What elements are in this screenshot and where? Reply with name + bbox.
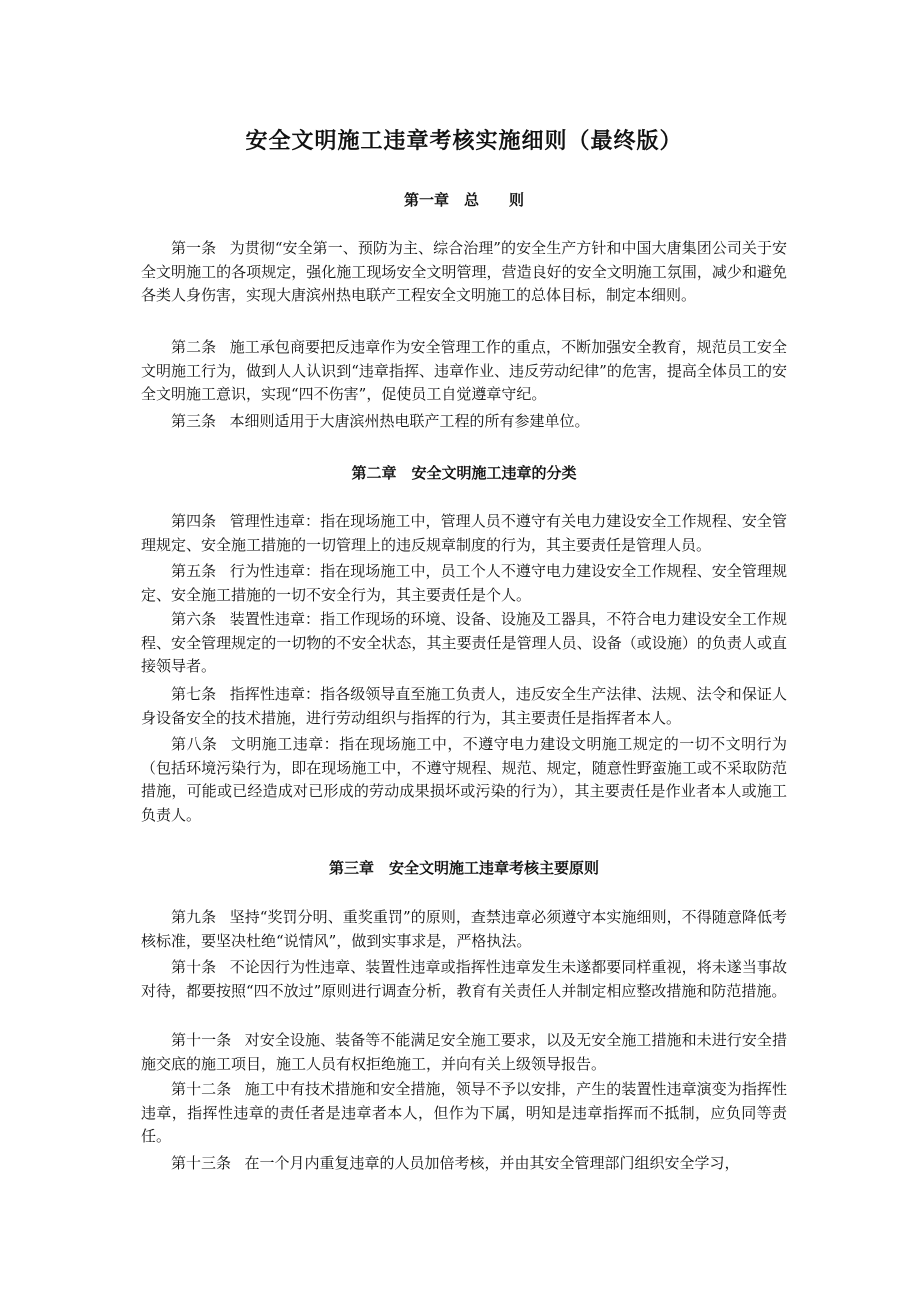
chapter-heading: 第三章 安全文明施工违章考核主要原则	[328, 859, 599, 877]
article-text: 施工承包商要把反违章作为安全管理工作的重点，不断加强安全教育，规范员工安全文明施工行为，做到人人认识到“违章指挥、违章作业、违反劳动纪律”的危害，提高全体员工的安全文明施工意识，实现“四不伤害”，促使员工自觉遵章守纪。	[141, 338, 787, 404]
article-number: 第一条	[171, 239, 217, 257]
article-paragraph	[141, 733, 787, 828]
article-number: 第十条	[171, 958, 217, 976]
article-paragraph	[141, 336, 787, 407]
article-text: 坚持“奖罚分明、重奖重罚”的原则，查禁违章必须遵守本实施细则，不得随意降低考核标准，要坚决杜绝“说情风”，做到实事求是，严格执法。	[141, 908, 787, 950]
article-paragraph	[141, 956, 787, 1003]
article-text: 装置性违章：指工作现场的环境、设备、设施及工器具，不符合电力建设安全工作规程、安全管理规定的一切物的不安全状态，其主要责任是管理人员、设备（或设施）的负责人或直接领导者。	[141, 610, 787, 676]
chapter-heading: 第二章 安全文明施工违章的分类	[351, 464, 577, 482]
article-number: 第五条	[171, 562, 217, 580]
article-paragraph	[141, 608, 787, 679]
article-text: 在一个月内重复违章的人员加倍考核，并由其安全管理部门组织安全学习，	[244, 1154, 740, 1172]
article-number: 第四条	[171, 512, 217, 530]
article-paragraph	[141, 560, 787, 607]
document-title: 安全文明施工违章考核实施细则（最终版）	[245, 129, 683, 154]
article-text: 管理性违章：指在现场施工中，管理人员不遵守有关电力建设安全工作规程、安全管理规定、安全施工措施的一切管理上的违反规章制度的行为，其主要责任是管理人员。	[141, 512, 787, 554]
chapter-heading: 第一章 总 则	[403, 191, 524, 209]
article-paragraph	[141, 683, 787, 730]
article-number: 第十一条	[171, 1031, 232, 1049]
article-paragraph	[141, 1078, 787, 1149]
article-text: 不论因行为性违章、装置性违章或指挥性违章发生未遂都要同样重视，将未遂当事故对待，都要按照“四不放过”原则进行调查分析，教育有关责任人并制定相应整改措施和防范措施。	[141, 958, 787, 1000]
article-text: 指挥性违章：指各级领导直至施工负责人，违反安全生产法律、法规、法令和保证人身设备安全的技术措施，进行劳动组织与指挥的行为，其主要责任是指挥者本人。	[141, 685, 787, 727]
article-paragraph	[141, 237, 787, 308]
article-number: 第十三条	[171, 1154, 232, 1172]
article-paragraph	[141, 906, 787, 953]
article-text: 行为性违章：指在现场施工中，员工个人不遵守电力建设安全工作规程、安全管理规定、安全施工措施的一切不安全行为，其主要责任是个人。	[141, 562, 787, 604]
article-number: 第八条	[171, 735, 218, 753]
article-text: 文明施工违章：指在现场施工中，不遵守电力建设文明施工规定的一切不文明行为（包括环境污染行为，即在现场施工中，不遵守规程、规范、规定，随意性野蛮施工或不采取防范措施，可能或已经造成对已形成的劳动成果损坏或污染的行为），其主要责任是作业者本人或施工负责人。	[141, 735, 787, 825]
article-number: 第六条	[171, 610, 217, 628]
article-text: 对安全设施、装备等不能满足安全施工要求，以及无安全施工措施和未进行安全措施交底的施工项目，施工人员有权拒绝施工，并向有关上级领导报告。	[141, 1031, 787, 1073]
article-number: 第二条	[171, 338, 217, 356]
article-paragraph	[141, 510, 787, 557]
article-paragraph	[141, 1029, 787, 1076]
article-text: 本细则适用于大唐滨州热电联产工程的所有参建单位。	[229, 412, 590, 430]
article-number: 第十二条	[171, 1080, 232, 1098]
article-paragraph	[141, 1152, 787, 1176]
article-text: 施工中有技术措施和安全措施，领导不予以安排，产生的装置性违章演变为指挥性违章，指挥性违章的责任者是违章者本人，但作为下属，明知是违章指挥而不抵制，应负同等责任。	[141, 1080, 787, 1146]
article-number: 第九条	[171, 908, 217, 926]
article-number: 第三条	[171, 412, 217, 430]
article-text: 为贯彻“安全第一、预防为主、综合治理”的安全生产方针和中国大唐集团公司关于安全文明施工的各项规定，强化施工现场安全文明管理，营造良好的安全文明施工氛围，减少和避免各类人身伤害，实现大唐滨州热电联产工程安全文明施工的总体目标，制定本细则。	[141, 239, 787, 305]
article-paragraph	[141, 410, 787, 434]
article-number: 第七条	[171, 685, 217, 703]
